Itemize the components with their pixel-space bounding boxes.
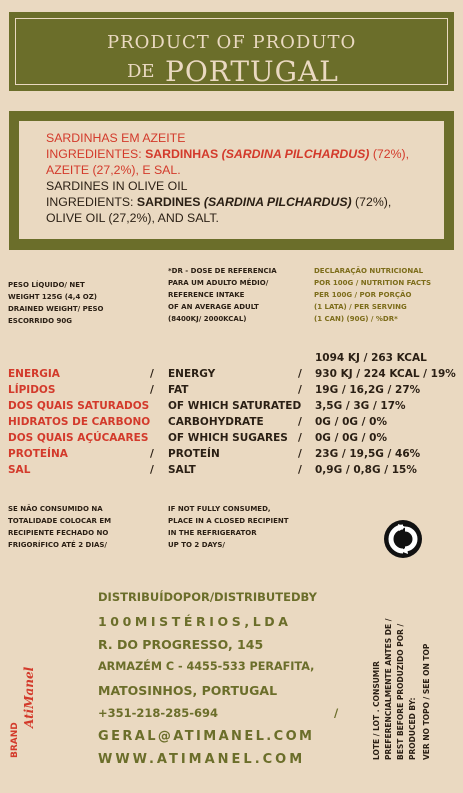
energy-per-100g: 1094 KJ / 263 KCAL <box>315 352 427 364</box>
origin-banner <box>9 12 454 91</box>
distributor-street: R. DO PROGRESSO, 145 <box>98 637 264 652</box>
nutrition-declaration-header: DECLARAÇÃO NUTRICIONAL POR 100G / NUTRITION FACTS PER 100G / POR PORÇÃO (1 LATA) / PER SERVING (1 CAN) (90G) / %DR* <box>314 267 431 323</box>
ingredients-en-title: SARDINES IN OLIVE OIL <box>46 179 188 193</box>
brand-label: BRAND <box>10 722 20 758</box>
distributor-phone: +351-218-285-694 <box>98 706 218 720</box>
green-dot-recycle-icon <box>384 520 422 558</box>
ingredients-pt-title: SARDINHAS EM AZEITE <box>46 131 186 145</box>
distributor-email: GERAL@ATIMANEL.COM <box>98 729 315 744</box>
distributor-title: DISTRIBUÍDOPOR/DISTRIBUTEDBY <box>98 590 317 604</box>
brand-logo: AtiManel <box>22 666 36 728</box>
distributor-website: WWW.ATIMANEL.COM <box>98 752 306 767</box>
distributor-company: 100MISTÉRIOS,LDA <box>98 614 292 629</box>
ingredients-pt-line2: AZEITE (27,2%), E SAL. <box>46 163 181 177</box>
storage-note-pt: SE NÃO CONSUMIDO NA TOTALIDADE COLOCAR EM RECIPIENTE FECHADO NO FRIGORÍFICO ATÉ 2 DIAS/ <box>8 505 112 549</box>
origin-line-2-small: DE <box>127 61 155 82</box>
origin-line-1: PRODUCT OF PRODUTO <box>107 32 357 53</box>
net-weight-block: PESO LÍQUIDO/ NET WEIGHT 125G (4,4 OZ) DRAINED WEIGHT/ PESO ESCORRIDO 90G <box>8 281 104 325</box>
ingredients-en-line2: OLIVE OIL (27,2%), AND SALT. <box>46 211 219 225</box>
distributor-separator: / <box>334 706 339 720</box>
ingredients-pt-line1: INGREDIENTES: SARDINHAS (SARDINA PILCHARDUS) (72%), <box>46 147 410 161</box>
reference-intake-note: *DR - DOSE DE REFERENCIA PARA UM ADULTO MÉDIO/ REFERENCE INTAKE OF AN AVERAGE ADULT (8400KJ/ 2000KCAL) <box>168 267 277 323</box>
ingredients-en-line1: INGREDIENTS: SARDINES (SARDINA PILCHARDUS) (72%), <box>46 195 392 209</box>
distributor-city: MATOSINHOS, PORTUGAL <box>98 683 278 698</box>
ingredients-panel <box>19 121 444 239</box>
distributor-warehouse: ARMAZÉM C - 4455-533 PERAFITA, <box>98 660 315 673</box>
origin-country: PORTUGAL <box>165 55 339 88</box>
storage-note-en: IF NOT FULLY CONSUMED, PLACE IN A CLOSED RECIPIENT IN THE REFRIGERATOR UP TO 2 DAYS/ <box>168 505 289 549</box>
